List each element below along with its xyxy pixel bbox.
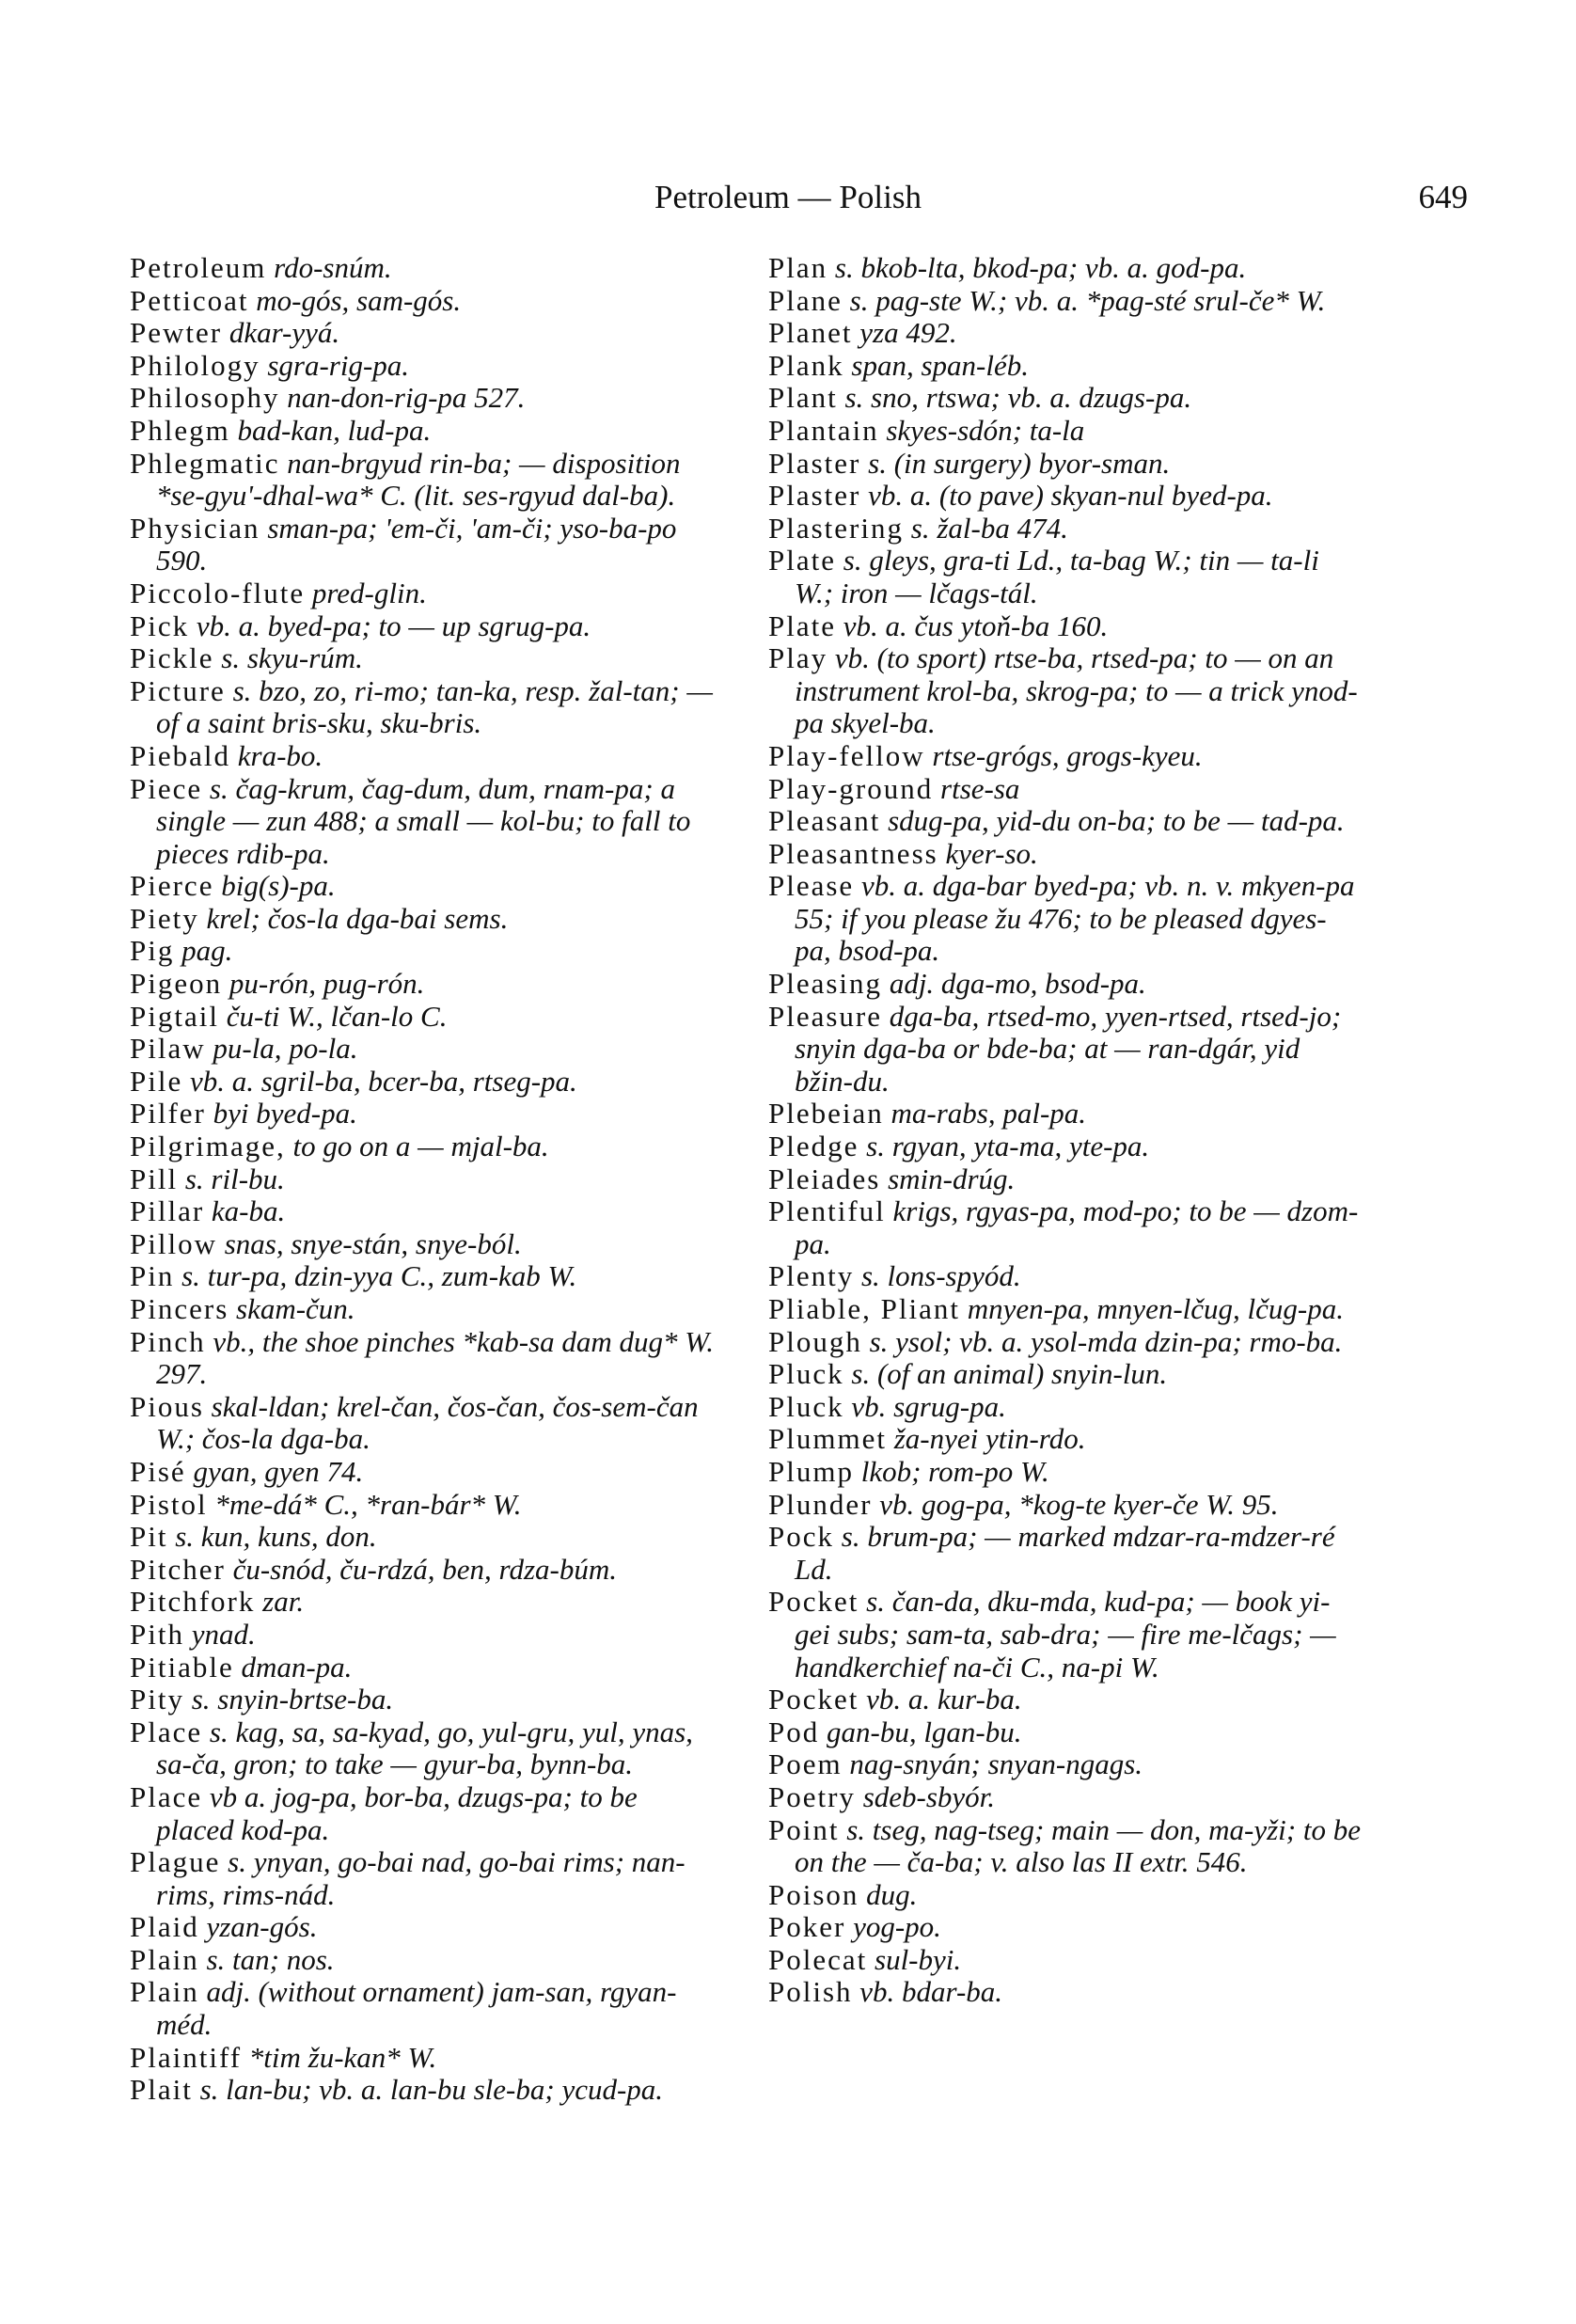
entry-translation: s. tur-pa, dzin-yya C., zum-kab W. <box>181 1259 577 1293</box>
entry-headword: Plump <box>768 1454 854 1488</box>
dictionary-entry <box>768 1521 1361 1586</box>
entry-headword: Pledge <box>768 1130 859 1163</box>
entry-translation: vb. a. byed-pa; to — up sgrug-pa. <box>196 609 591 642</box>
entry-headword: Plait <box>130 2073 193 2107</box>
dictionary-entry <box>768 1748 1361 1781</box>
entry-headword: Plague <box>130 1845 221 1879</box>
dictionary-entry <box>130 2042 722 2075</box>
dictionary-entry <box>130 1619 722 1652</box>
entry-headword: Pigeon <box>130 967 223 1001</box>
entry-headword: Plenty <box>768 1259 855 1293</box>
entry-headword: Plant <box>768 381 838 415</box>
entry-headword: Piece <box>130 771 203 805</box>
dictionary-entry <box>768 740 1361 773</box>
dictionary-entry <box>768 252 1361 285</box>
entry-translation: s. ril-bu. <box>184 1162 285 1195</box>
dictionary-entry <box>130 1001 722 1034</box>
dictionary-entry <box>130 1391 722 1456</box>
entry-headword: Plain <box>130 1942 199 1976</box>
entry-translation: s. bkob-lta, bkod-pa; vb. a. god-pa. <box>834 251 1247 284</box>
entry-headword: Pious <box>130 1389 204 1423</box>
dictionary-entry <box>130 1130 722 1163</box>
dictionary-entry <box>768 1684 1361 1716</box>
entry-translation: to go on a — mjal-ba. <box>292 1130 549 1163</box>
entry-headword: Plunder <box>768 1487 873 1521</box>
entry-translation: krigs, rgyas-pa, mod-po; to be — dzom-pa. <box>795 1194 1359 1260</box>
entry-translation: yog-po. <box>853 1910 941 1944</box>
dictionary-entry <box>130 577 722 610</box>
entry-headword: Pincers <box>130 1292 229 1325</box>
entry-headword: Poem <box>768 1747 843 1781</box>
entry-headword: Pleasing <box>768 967 883 1001</box>
entry-translation: nan-brgyud rin-ba; — disposition *se-gyu'-dhal-wa* C. (lit. ses-rgyud dal-ba). <box>156 446 681 513</box>
dictionary-entry <box>130 252 722 285</box>
page-number: 649 <box>1418 179 1468 215</box>
entry-headword: Plaster <box>768 446 861 480</box>
entry-translation: vb. bdar-ba. <box>859 1975 1003 2009</box>
entry-translation: mnyen-pa, mnyen-lčug, lčug-pa. <box>967 1292 1344 1325</box>
entry-headword: Pisé <box>130 1454 186 1488</box>
entry-translation: skal-ldan; krel-čan, čos-čan, čos-sem-čan W.; čos-la dga-ba. <box>156 1389 699 1456</box>
dictionary-entry <box>130 1098 722 1130</box>
entry-headword: Pillar <box>130 1194 205 1228</box>
entry-headword: Plain <box>130 1975 199 2009</box>
entry-headword: Pocket <box>768 1585 859 1619</box>
entry-headword: Place <box>130 1715 203 1748</box>
dictionary-entry <box>130 773 722 871</box>
dictionary-entry <box>130 415 722 448</box>
dictionary-entry <box>130 870 722 903</box>
entry-translation: s. skyu-rúm. <box>221 641 363 675</box>
entry-headword: Planet <box>768 316 853 350</box>
entry-translation: kra-bo. <box>237 738 323 772</box>
entry-translation: vb. a. kur-ba. <box>866 1683 1022 1716</box>
dictionary-entry <box>768 415 1361 448</box>
dictionary-entry <box>130 740 722 773</box>
entry-translation: rtse-sa <box>940 771 1020 805</box>
dictionary-entry <box>768 317 1361 350</box>
entry-translation: skyes-sdón; ta-la <box>886 413 1085 447</box>
entry-translation: vb. gog-pa, *kog-te kyer-če W. 95. <box>879 1487 1279 1521</box>
entry-translation: lkob; rom-po W. <box>860 1454 1049 1488</box>
entry-translation: nan-don-rig-pa 527. <box>287 381 526 415</box>
dictionary-entry <box>130 1228 722 1261</box>
dictionary-entry <box>768 1911 1361 1944</box>
entry-translation: rdo-snúm. <box>274 251 392 284</box>
entry-translation: *me-dá* C., *ran-bár* W. <box>214 1487 522 1521</box>
entry-translation: s. brum-pa; — marked mdzar-ra-mdzer-ré Ld. <box>795 1520 1335 1586</box>
entry-translation: s. žal-ba 474. <box>910 511 1068 545</box>
dictionary-entry <box>768 382 1361 415</box>
entry-translation: s. čag-krum, čag-dum, dum, rnam-pa; a single — zun 488; a small — kol-bu; to fall to pieces rdib-pa. <box>156 771 691 870</box>
dictionary-entry <box>768 448 1361 481</box>
dictionary-entry <box>130 448 722 513</box>
entry-headword: Pewter <box>130 316 223 350</box>
entry-headword: Plaid <box>130 1910 199 1944</box>
entry-headword: Pleasure <box>768 999 883 1033</box>
entry-translation: byi byed-pa. <box>213 1097 357 1130</box>
entry-translation: vb. (to sport) rtse-ba, rtsed-pa; to — on an instrument krol-ba, skrog-pa; to — a trick ynod-pa skyel-ba. <box>795 641 1358 740</box>
entry-headword: Plastering <box>768 511 904 545</box>
dictionary-entry <box>768 1001 1361 1099</box>
entry-translation: s. čan-da, dku-mda, kud-pa; — book yi-gei subs; sam-ta, sab-dra; — fire me-lčags; — handkerchief na-či C., na-pi W. <box>795 1585 1336 1684</box>
entry-headword: Plaster <box>768 479 861 513</box>
entry-headword: Philology <box>130 348 260 382</box>
entry-translation: s. tseg, nag-tseg; main — don, ma-yži; to be on the — ča-ba; v. also las II extr. 546. <box>795 1812 1361 1879</box>
dictionary-entry <box>130 675 722 740</box>
entry-translation: ču-snód, ču-rdzá, ben, rdza-búm. <box>232 1552 617 1586</box>
entry-headword: Piebald <box>130 738 230 772</box>
entry-translation: s. lons-spyód. <box>860 1259 1021 1293</box>
entry-translation: s. rgyan, yta-ma, yte-pa. <box>866 1130 1150 1163</box>
entry-translation: bad-kan, lud-pa. <box>237 413 432 447</box>
entry-translation: yzan-gós. <box>206 1910 318 1944</box>
entry-translation: span, span-léb. <box>851 348 1029 382</box>
dictionary-entry <box>130 935 722 968</box>
entry-translation: vb. a. dga-bar byed-pa; vb. n. v. mkyen-pa 55; if you please žu 476; to be pleased dgyes-pa, bsod-pa. <box>795 869 1355 968</box>
entry-translation: rtse-grógs, grogs-kyeu. <box>932 738 1203 772</box>
entry-headword: Poetry <box>768 1779 856 1813</box>
entry-headword: Pleasantness <box>768 836 938 870</box>
dictionary-entry <box>130 350 722 383</box>
dictionary-entry <box>130 1911 722 1944</box>
dictionary-entry <box>768 870 1361 968</box>
entry-headword: Pitiable <box>130 1650 234 1684</box>
entry-headword: Play-ground <box>768 771 934 805</box>
dictionary-entry <box>768 805 1361 838</box>
entry-headword: Pilfer <box>130 1097 206 1130</box>
dictionary-entry <box>130 2074 722 2107</box>
dictionary-entry <box>768 642 1361 740</box>
entry-headword: Pluck <box>768 1389 844 1423</box>
entry-translation: s. ysol; vb. a. ysol-mda dzin-pa; rmo-ba. <box>869 1324 1343 1358</box>
entry-translation: ynad. <box>191 1617 256 1651</box>
dictionary-entry <box>768 1195 1361 1260</box>
dictionary-entry <box>130 610 722 643</box>
entry-headword: Pity <box>130 1683 184 1716</box>
dictionary-entry <box>130 1781 722 1846</box>
dictionary-entry <box>768 480 1361 513</box>
entry-translation: yza 492. <box>859 316 957 350</box>
dictionary-entry <box>768 1456 1361 1489</box>
entry-translation: s. snyin-brtse-ba. <box>191 1683 394 1716</box>
dictionary-entry <box>130 1195 722 1228</box>
entry-translation: s. lan-bu; vb. a. lan-bu sle-ba; ycud-pa. <box>199 2073 664 2107</box>
entry-translation: pag. <box>181 934 233 968</box>
entry-translation: kyer-so. <box>945 836 1038 870</box>
entry-headword: Phlegmatic <box>130 446 280 480</box>
entry-translation: *tim žu-kan* W. <box>248 2040 437 2074</box>
dictionary-entry <box>130 1976 722 2041</box>
entry-headword: Plantain <box>768 413 879 447</box>
entry-translation: sdeb-sbyór. <box>862 1779 996 1813</box>
entry-headword: Pod <box>768 1715 820 1748</box>
dictionary-entry <box>130 317 722 350</box>
dictionary-entry <box>768 838 1361 871</box>
entry-translation: snas, snye-stán, snye-ból. <box>224 1226 522 1260</box>
entry-headword: Poison <box>768 1877 859 1911</box>
entry-headword: Pigtail <box>130 999 219 1033</box>
entry-headword: Pinch <box>130 1324 206 1358</box>
entry-headword: Pilgrimage, <box>130 1130 286 1163</box>
entry-headword: Pitchfork <box>130 1585 256 1619</box>
dictionary-entry <box>768 1163 1361 1196</box>
dictionary-entry <box>768 1586 1361 1684</box>
entry-translation: vb., the shoe pinches *kab-sa dam dug* W. 297. <box>156 1324 715 1391</box>
entry-headword: Poker <box>768 1910 846 1944</box>
dictionary-entry <box>768 513 1361 545</box>
entry-headword: Pliable, Pliant <box>768 1292 960 1325</box>
dictionary-entry <box>768 1781 1361 1814</box>
dictionary-entry <box>130 1652 722 1684</box>
entry-headword: Plan <box>768 251 828 284</box>
entry-headword: Pig <box>130 934 175 968</box>
entry-translation: gyan, gyen 74. <box>193 1454 364 1488</box>
running-title: Petroleum — Polish <box>654 179 922 215</box>
entry-headword: Play-fellow <box>768 738 925 772</box>
entry-headword: Pit <box>130 1520 168 1554</box>
entry-headword: Petticoat <box>130 283 249 317</box>
entry-translation: adj. dga-mo, bsod-pa. <box>889 967 1146 1001</box>
entry-headword: Pin <box>130 1259 175 1293</box>
entry-headword: Plentiful <box>768 1194 886 1228</box>
entry-translation: pred-glin. <box>311 576 427 609</box>
entry-headword: Pith <box>130 1617 184 1651</box>
entry-translation: s. bzo, zo, ri-mo; tan-ka, resp. žal-tan; — of a saint bris-sku, sku-bris. <box>156 673 713 740</box>
dictionary-entry <box>768 1260 1361 1293</box>
dictionary-entry <box>768 545 1361 609</box>
entry-headword: Plank <box>768 348 844 382</box>
entry-headword: Physician <box>130 511 260 545</box>
entry-headword: Pleasant <box>768 804 881 838</box>
entry-headword: Pocket <box>768 1683 859 1716</box>
entry-headword: Pickle <box>130 641 214 675</box>
entry-headword: Piety <box>130 901 199 935</box>
dictionary-entry <box>768 285 1361 318</box>
entry-translation: krel; čos-la dga-bai sems. <box>206 901 509 935</box>
entry-headword: Plummet <box>768 1422 887 1456</box>
dictionary-entry <box>130 1456 722 1489</box>
entry-headword: Pile <box>130 1064 183 1098</box>
entry-translation: dga-ba, rtsed-mo, yyen-rtsed, rtsed-jo; snyin dga-ba or bde-ba; at — ran-dgár, yid bžin-du. <box>795 999 1342 1098</box>
entry-headword: Piccolo-flute <box>130 576 306 609</box>
dictionary-entry <box>130 1684 722 1716</box>
dictionary-entry <box>130 1066 722 1099</box>
entry-translation: s. kun, kuns, don. <box>175 1520 377 1554</box>
dictionary-entry <box>130 1554 722 1587</box>
entry-headword: Philosophy <box>130 381 280 415</box>
entry-translation: smin-drúg. <box>888 1162 1016 1195</box>
dictionary-entry <box>768 1326 1361 1359</box>
dictionary-entry <box>130 1293 722 1326</box>
entry-headword: Picture <box>130 673 226 707</box>
entry-headword: Polish <box>768 1975 853 2009</box>
entry-translation: mo-gós, sam-gós. <box>256 283 462 317</box>
entry-translation: s. (in surgery) byor-sman. <box>868 446 1171 480</box>
dictionary-entry <box>768 968 1361 1001</box>
entry-headword: Plebeian <box>768 1097 884 1130</box>
dictionary-entry <box>130 1944 722 1977</box>
entry-headword: Polecat <box>768 1942 868 1976</box>
dictionary-entry <box>768 1716 1361 1749</box>
entry-translation: sman-pa; 'em-či, 'am-či; yso-ba-po 590. <box>156 511 677 577</box>
entry-headword: Pluck <box>768 1357 844 1391</box>
entry-headword: Play <box>768 641 828 675</box>
entry-translation: vb. a. čus ytoň-ba 160. <box>843 609 1109 642</box>
dictionary-entry <box>130 1489 722 1522</box>
entry-headword: Pock <box>768 1520 834 1554</box>
entry-translation: s. ynyan, go-bai nad, go-bai rims; nan-rims, rims-nád. <box>156 1845 686 1911</box>
entry-translation: s. sno, rtswa; vb. a. dzugs-pa. <box>844 381 1192 415</box>
dictionary-entry <box>130 1326 722 1391</box>
right-column <box>768 252 1361 2009</box>
dictionary-entry <box>130 968 722 1001</box>
dictionary-entry <box>768 610 1361 643</box>
entry-translation: vb. sgrug-pa. <box>851 1389 1006 1423</box>
dictionary-entry <box>130 382 722 415</box>
entry-translation: dman-pa. <box>241 1650 353 1684</box>
dictionary-entry <box>768 1879 1361 1912</box>
dictionary-entry <box>130 285 722 318</box>
entry-headword: Place <box>130 1779 203 1813</box>
dictionary-entry <box>130 1260 722 1293</box>
left-column <box>130 252 722 2107</box>
page-header <box>0 179 1576 226</box>
entry-translation: vb a. jog-pa, bor-ba, dzugs-pa; to be placed kod-pa. <box>156 1779 638 1846</box>
entry-translation: dug. <box>866 1877 918 1911</box>
entry-translation: sul-byi. <box>875 1942 962 1976</box>
entry-translation: s. pag-ste W.; vb. a. *pag-sté srul-če* W. <box>849 283 1326 317</box>
entry-translation: sgra-rig-pa. <box>267 348 410 382</box>
dictionary-entry <box>130 1521 722 1554</box>
entry-headword: Plane <box>768 283 843 317</box>
dictionary-entry <box>768 1814 1361 1879</box>
entry-headword: Pleiades <box>768 1162 881 1195</box>
entry-headword: Pick <box>130 609 190 642</box>
entry-headword: Pitcher <box>130 1552 226 1586</box>
entry-headword: Please <box>768 869 855 903</box>
dictionary-entry <box>130 903 722 936</box>
entry-translation: s. kag, sa, sa-kyad, go, yul-gru, yul, ynas, sa-ča, gron; to take — gyur-ba, bynn-ba. <box>156 1715 693 1781</box>
dictionary-entry <box>130 1716 722 1781</box>
dictionary-entry <box>130 513 722 577</box>
dictionary-entry <box>768 1976 1361 2009</box>
dictionary-entry <box>130 1586 722 1619</box>
dictionary-entry <box>768 350 1361 383</box>
entry-headword: Pill <box>130 1162 179 1195</box>
dictionary-entry <box>130 1846 722 1911</box>
entry-translation: sdug-pa, yid-du on-ba; to be — tad-pa. <box>888 804 1345 838</box>
entry-translation: s. tan; nos. <box>206 1942 335 1976</box>
entry-headword: Pistol <box>130 1487 208 1521</box>
dictionary-entry <box>768 1358 1361 1391</box>
entry-headword: Point <box>768 1812 840 1846</box>
entry-translation: ža-nyei ytin-rdo. <box>893 1422 1086 1456</box>
dictionary-entry <box>130 1163 722 1196</box>
entry-translation: pu-rón, pug-rón. <box>229 967 425 1001</box>
entry-translation: ma-rabs, pal-pa. <box>890 1097 1087 1130</box>
dictionary-entry <box>768 1944 1361 1977</box>
entry-headword: Plate <box>768 609 836 642</box>
entry-translation: ču-ti W., lčan-lo C. <box>226 999 448 1033</box>
entry-translation: zar. <box>262 1585 305 1619</box>
entry-translation: nag-snyán; snyan-ngags. <box>849 1747 1143 1781</box>
entry-headword: Plaintiff <box>130 2040 243 2074</box>
entry-translation: vb. a. sgril-ba, bcer-ba, rtseg-pa. <box>189 1064 577 1098</box>
entry-headword: Pierce <box>130 869 214 903</box>
entry-headword: Pillow <box>130 1226 217 1260</box>
dictionary-entry <box>768 1489 1361 1522</box>
dictionary-entry <box>768 1293 1361 1326</box>
entry-translation: s. (of an animal) snyin-lun. <box>851 1357 1168 1391</box>
dictionary-entry <box>130 642 722 675</box>
entry-translation: s. gleys, gra-ti Ld., ta-bag W.; tin — ta-li W.; iron — lčags-tál. <box>795 544 1319 609</box>
entry-headword: Plate <box>768 544 836 577</box>
entry-headword: Pilaw <box>130 1032 206 1066</box>
entry-headword: Petroleum <box>130 251 267 284</box>
dictionary-entry <box>768 1130 1361 1163</box>
entry-translation: vb. a. (to pave) skyan-nul byed-pa. <box>868 479 1273 513</box>
entry-translation: big(s)-pa. <box>221 869 336 903</box>
entry-headword: Plough <box>768 1324 862 1358</box>
entry-translation: gan-bu, lgan-bu. <box>827 1715 1022 1748</box>
dictionary-entry <box>768 1098 1361 1130</box>
entry-translation: pu-la, po-la. <box>213 1032 358 1066</box>
entry-translation: ka-ba. <box>211 1194 286 1228</box>
dictionary-entry <box>768 1391 1361 1424</box>
entry-headword: Phlegm <box>130 413 230 447</box>
dictionary-entry <box>768 1423 1361 1456</box>
entry-translation: skam-čun. <box>236 1292 355 1325</box>
entry-translation: dkar-yyá. <box>229 316 340 350</box>
dictionary-entry <box>130 1033 722 1066</box>
entry-translation: adj. (without ornament) jam-san, rgyan-méd. <box>156 1975 677 2042</box>
dictionary-entry <box>768 773 1361 806</box>
